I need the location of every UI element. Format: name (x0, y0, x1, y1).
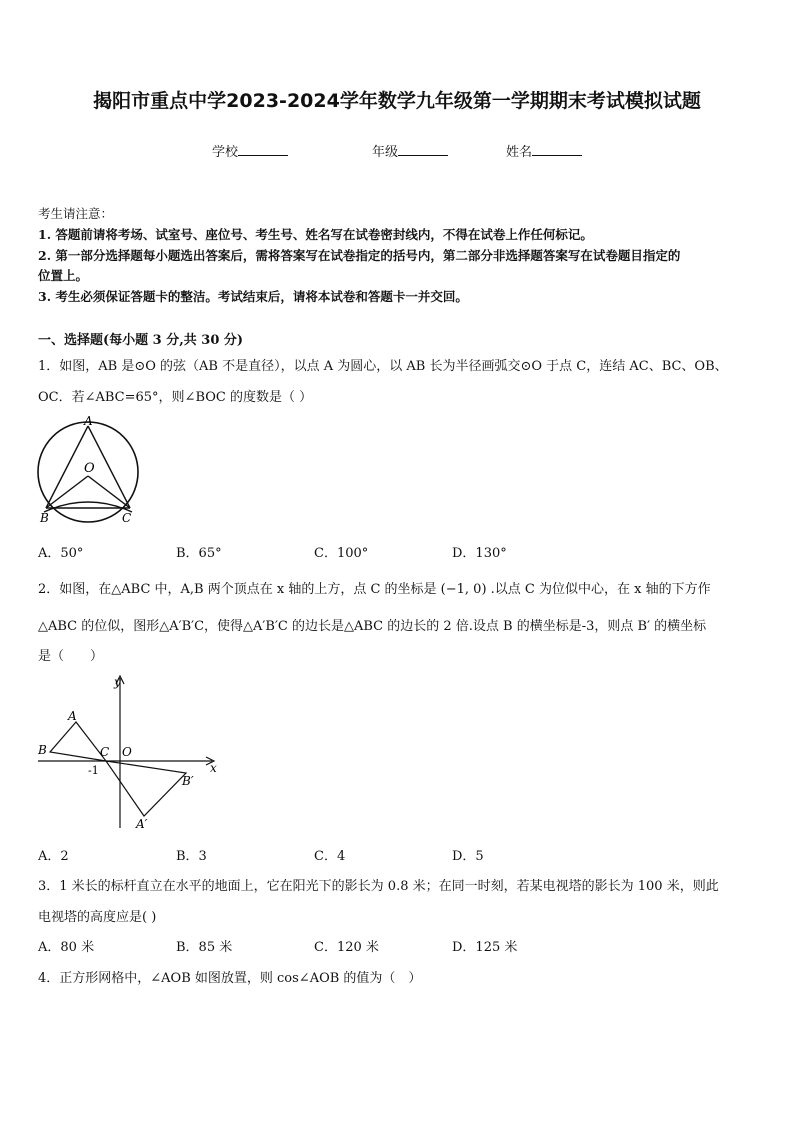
school-blank[interactable] (238, 142, 288, 156)
label-c: C (122, 511, 132, 525)
label-y: y (114, 675, 121, 689)
label-x: x (210, 761, 217, 775)
q2-figure (34, 672, 224, 832)
q3-option-a[interactable]: A．80 米 (38, 940, 95, 955)
name-blank[interactable] (532, 142, 582, 156)
q1-option-b[interactable]: B．65° (176, 546, 222, 561)
page-title: 揭阳市重点中学2023-2024学年数学九年级第一学期期末考试模拟试题 (93, 90, 701, 112)
q3-line1: 3．1 米长的标杆直立在水平的地面上，它在阳光下的影长为 0.8 米；在同一时刻，若某电视塔的影长为 100 米，则此 (38, 879, 719, 894)
school-field[interactable] (212, 141, 288, 160)
section-heading: 一、选择题(每小题 3 分,共 30 分) (38, 333, 244, 348)
label-neg1: -1 (88, 764, 99, 777)
notice-heading: 考生请注意： (38, 206, 114, 221)
label-a: A (68, 709, 77, 723)
grade-blank[interactable] (398, 142, 448, 156)
q2-option-c[interactable]: C．4 (314, 849, 346, 864)
q3-option-c[interactable]: C．120 米 (314, 940, 379, 955)
notice-item-2-cont: 位置上。 (38, 268, 89, 283)
q2-line3: 是（ ） (38, 649, 104, 664)
label-o: O (122, 745, 132, 759)
school-label: 学校 (212, 145, 239, 160)
label-a: A (84, 414, 93, 428)
label-b: B (40, 511, 49, 525)
q1-option-a[interactable]: A．50° (38, 546, 84, 561)
q3-line2: 电视塔的高度应是( ) (38, 910, 157, 925)
q4-line1: 4．正方形网格中，∠AOB 如图放置，则 cos∠AOB 的值为（ ） (38, 971, 422, 986)
q2-line1: 2．如图，在△ABC 中，A,B 两个顶点在 x 轴的上方，点 C 的坐标是 (−1, 0) .以点 C 为位似中心，在 x 轴的下方作 (38, 582, 711, 597)
notice-item-1: 1. 答题前请将考场、试室号、座位号、考生号、姓名写在试卷密封线内，不得在试卷上作任何标记。 (38, 227, 593, 242)
notice-item-3: 3. 考生必须保证答题卡的整洁。考试结束后，请将本试卷和答题卡一并交回。 (38, 289, 468, 304)
q1-option-d[interactable]: D．130° (452, 546, 507, 561)
q2-option-b[interactable]: B．3 (176, 849, 207, 864)
seg-ob (46, 476, 88, 508)
q1-line2: OC．若∠ABC=65°，则∠BOC 的度数是（ ） (38, 390, 313, 405)
label-aprime: A′ (136, 817, 148, 831)
q1-option-c[interactable]: C．100° (314, 546, 369, 561)
q2-line2: △ABC 的位似，图形△A′B′C，使得△A′B′C 的边长是△ABC 的边长的 2 倍.设点 B 的横坐标是-3，则点 B′ 的横坐标 (38, 619, 707, 634)
grade-label: 年级 (372, 145, 399, 160)
label-o: O (84, 461, 95, 476)
seg-ab (46, 426, 88, 508)
q1-line1: 1．如图，AB 是⊙O 的弦（AB 不是直径），以点 A 为圆心，以 AB 长为半径画弧交⊙O 于点 C，连结 AC、BC、OB、 (38, 359, 728, 374)
notice-item-2: 2. 第一部分选择题每小题选出答案后，需将答案写在试卷指定的括号内，第二部分非选择题答案写在试卷题目指定的 (38, 248, 681, 263)
seg-oc (88, 476, 130, 508)
q3-option-b[interactable]: B．85 米 (176, 940, 233, 955)
name-field[interactable] (506, 141, 582, 160)
label-c: C (100, 745, 110, 759)
triangle-abc (50, 722, 106, 761)
triangle-apbpc (106, 761, 186, 816)
grade-field[interactable] (372, 141, 448, 160)
label-bprime: B′ (182, 774, 194, 788)
q2-option-d[interactable]: D．5 (452, 849, 484, 864)
q1-figure (34, 412, 144, 530)
q3-option-d[interactable]: D．125 米 (452, 940, 518, 955)
q2-option-a[interactable]: A．2 (38, 849, 69, 864)
label-b: B (38, 743, 47, 757)
name-label: 姓名 (506, 145, 533, 160)
